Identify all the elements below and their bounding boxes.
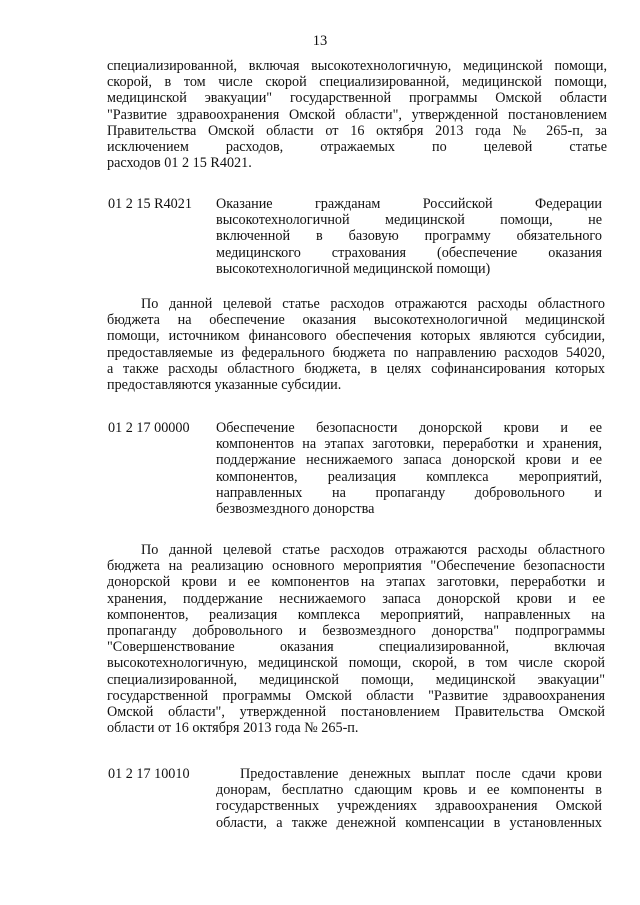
text-line: Предоставление денежных выплат после сдачи крови [240, 766, 602, 782]
text-line: а также расходы областного бюджета, в целях софинансирования которых [107, 360, 605, 377]
text-line: направленных на пропаганду добровольного и [216, 484, 602, 501]
text-line: медицинского страхования (обеспечение оказания [216, 244, 602, 261]
text-line: скорой, в том числе скорой специализированной, медицинской помощи, [107, 74, 607, 91]
text-line: исключением расходов, отражаемых по целевой статье [107, 139, 607, 156]
text-line: области, а также денежной компенсации в установленных [216, 814, 602, 831]
text-line: "Совершенствование оказания специализированной, включая [107, 639, 605, 656]
text-line: По данной целевой статье расходов отражаются расходы областного [141, 296, 605, 312]
entry-description [107, 542, 605, 736]
text-line: предоставляемые из федерального бюджета по направлению расходов 54020, [107, 344, 605, 361]
text-line: Оказание гражданам Российской Федерации [216, 196, 602, 212]
budget-code: 01 2 17 00000 [108, 420, 190, 436]
text-line: высокотехнологичной медицинской помощи, не [216, 212, 602, 229]
budget-code: 01 2 15 R4021 [108, 196, 192, 212]
entry-description [107, 296, 605, 393]
text-line: государственной программы Омской области "Развитие здравоохранения [107, 687, 605, 704]
text-line: области от 16 октября 2013 года № 265-п. [107, 720, 359, 737]
text-line: компонентов, реализация комплекса мероприятий, направленных на [107, 606, 605, 623]
text-line: Омской области", утвержденной постановлением Правительства Омской [107, 704, 605, 721]
text-line: По данной целевой статье расходов отражаются расходы областного [141, 542, 605, 558]
entry-title [216, 196, 602, 277]
entry-title [216, 766, 602, 831]
text-line: высокотехнологичную, медицинской помощи, скорой, в том числе скорой [107, 655, 605, 672]
text-line: безвозмездного донорства [216, 501, 375, 518]
text-line: медицинской эвакуации" государственной программы Омской области [107, 90, 607, 107]
text-line: бюджета на обеспечение оказания высокотехнологичной медицинской [107, 312, 605, 329]
page-number: 13 [312, 33, 328, 49]
entry-title [216, 420, 602, 517]
text-line: "Развитие здравоохранения Омской области", утвержденной постановлением [107, 106, 607, 123]
text-line: бюджета на реализацию основного мероприятия "Обеспечение безопасности [107, 558, 605, 575]
text-line: включенной в базовую программу обязательного [216, 228, 602, 245]
text-line: хранения, поддержание неснижаемого запаса донорской крови и ее [107, 590, 605, 607]
text-line: Обеспечение безопасности донорской крови и ее [216, 420, 602, 436]
text-line: высокотехнологичной медицинской помощи) [216, 260, 491, 277]
text-line: предоставляются указанные субсидии. [107, 377, 342, 394]
text-line: донорам, бесплатно сдающим кровь и ее компоненты в [216, 782, 602, 799]
text-line: донорской крови и ее компонентов на этапах заготовки, переработки и [107, 574, 605, 591]
text-line: специализированной, медицинской помощи, медицинской эвакуации" [107, 671, 605, 688]
text-line: компонентов, реализация комплекса мероприятий, [216, 468, 602, 485]
text-line: Правительства Омской области от 16 октября 2013 года № 265-п, за [107, 122, 607, 139]
budget-code: 01 2 17 10010 [108, 766, 190, 782]
intro-paragraph [107, 58, 607, 171]
text-line: поддержание неснижаемого запаса донорской крови и ее [216, 452, 602, 469]
text-line: пропаганду добровольного и безвозмездного донорства" подпрограммы [107, 623, 605, 640]
text-line: расходов 01 2 15 R4021. [107, 155, 252, 172]
text-line: специализированной, включая высокотехнологичную, медицинской помощи, [107, 58, 607, 74]
text-line: компонентов на этапах заготовки, переработки и хранения, [216, 436, 602, 453]
text-line: государственных учреждениях здравоохранения Омской [216, 798, 602, 815]
text-line: помощи, источником финансового обеспечения которых являются субсидии, [107, 328, 605, 345]
